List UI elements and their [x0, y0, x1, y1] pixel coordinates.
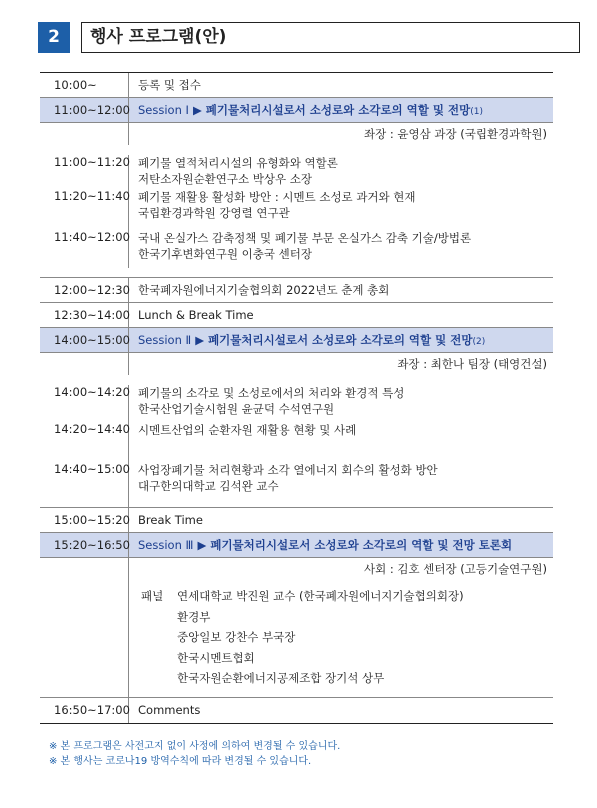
talk-title: 폐기물 재활용 활성화 방안 : 시멘트 소성로 과거와 현재: [138, 190, 416, 204]
session-3-body: [40, 558, 553, 698]
talk-speaker: 한국산업기술시험원 윤균덕 수석연구원: [138, 402, 335, 416]
session-label: Session Ⅰ: [138, 103, 189, 117]
talk-item: [40, 145, 553, 189]
time-cell: 12:00~12:30: [40, 278, 129, 302]
panel-member: 중앙일보 강찬수 부국장: [177, 630, 296, 644]
session-1-header: [40, 98, 553, 123]
talk-time: 14:20~14:40: [40, 422, 129, 462]
talk-title: 폐기물의 소각로 및 소성로에서의 처리와 환경적 특성: [138, 386, 405, 400]
time-cell: 15:20~16:50: [40, 533, 129, 557]
session-topic: ▶ 폐기물처리시설로서 소성로와 소각로의 역할 및 전망: [195, 333, 473, 347]
time-cell: 11:00~12:00: [40, 98, 129, 122]
session-chair: 좌장 : 최한나 팀장 (태영건설): [397, 357, 547, 371]
session-chair: 좌장 : 윤영삼 과장 (국립환경과학원): [364, 127, 547, 141]
time-cell: 10:00~: [40, 73, 129, 97]
row-comments: [40, 698, 553, 723]
panel-label: 패널: [141, 589, 164, 603]
talk-title: 국내 온실가스 감축정책 및 폐기물 부문 온실가스 감축 기술/방법론: [138, 231, 472, 245]
talk-time: 14:40~15:00: [40, 462, 129, 508]
footnote: ※ 본 행사는 코로나19 방역수칙에 따라 변경될 수 있습니다.: [49, 756, 312, 767]
content-cell: Break Time: [138, 513, 203, 527]
talk-item: [40, 375, 553, 422]
session-1-body: [40, 123, 553, 278]
talk-item: [40, 230, 553, 268]
session-moderator: 사회 : 김호 센터장 (고등기술연구원): [364, 562, 547, 576]
footnote: ※ 본 프로그램은 사전고지 없이 사정에 의하여 변경될 수 있습니다.: [49, 741, 341, 752]
content-cell: Lunch & Break Time: [138, 308, 254, 322]
talk-speaker: 한국기후변화연구원 이충국 센터장: [138, 247, 312, 261]
talk-title: 사업장폐기물 처리현황과 소각 열에너지 회수의 활성화 방안: [138, 463, 438, 477]
time-cell: 15:00~15:20: [40, 508, 129, 532]
session-2-body: [40, 353, 553, 508]
panel-member: 환경부: [177, 609, 211, 624]
session-title: [129, 98, 553, 122]
session-label: Session Ⅲ: [138, 538, 194, 552]
row-break: [40, 508, 553, 533]
session-2-header: [40, 328, 553, 353]
panel-list: [129, 580, 553, 689]
time-cell: 12:30~14:00: [40, 303, 129, 327]
talk-item: [40, 422, 553, 462]
session-topic: ▶ 폐기물처리시설로서 소성로와 소각로의 역할 및 전망: [192, 103, 471, 117]
session-title: [129, 328, 553, 352]
talk-speaker: 대구한의대학교 김석완 교수: [138, 479, 279, 493]
time-cell: 14:00~15:00: [40, 328, 129, 352]
section-title: 행사 프로그램(안): [81, 22, 580, 53]
talk-time: 11:00~11:20: [40, 155, 129, 189]
talk-speaker: 저탄소자원순환연구소 박상우 소장: [138, 172, 312, 186]
row-registration: [40, 73, 553, 98]
footnotes: [49, 739, 340, 769]
session-sub: (2): [472, 337, 486, 347]
row-assembly: [40, 278, 553, 303]
session-topic: ▶ 폐기물처리시설로서 소성로와 소각로의 역할 및 전망 토론회: [197, 538, 513, 552]
session-sub: (1): [470, 107, 483, 117]
content-cell: Comments: [138, 703, 201, 717]
session-title: [129, 533, 553, 557]
talk-title: 폐기물 열적처리시설의 유형화와 역할론: [138, 156, 338, 170]
content-cell: 등록 및 접수: [138, 78, 201, 92]
time-cell: 16:50~17:00: [40, 698, 129, 723]
content-cell: 한국폐자원에너지기술협의회 2022년도 춘계 총회: [138, 283, 390, 297]
panel-member: 한국시멘트협회: [177, 650, 255, 665]
session-3-header: [40, 533, 553, 558]
section-number: 2: [38, 22, 70, 53]
talk-item: [40, 462, 553, 508]
talk-item: [40, 189, 553, 230]
row-lunch: [40, 303, 553, 328]
session-label: Session Ⅱ: [138, 333, 192, 347]
talk-time: 11:20~11:40: [40, 189, 129, 230]
talk-title: 시멘트산업의 순환자원 재활용 현황 및 사례: [138, 423, 357, 437]
talk-time: 14:00~14:20: [40, 385, 129, 422]
talk-time: 11:40~12:00: [40, 230, 129, 268]
program-table: [40, 72, 553, 724]
panel-member: 연세대학교 박진원 교수 (한국폐자원에너지기술협의회장): [177, 589, 464, 603]
panel-member: 한국자원순환에너지공제조합 장기석 상무: [177, 671, 385, 685]
talk-speaker: 국립환경과학원 강영렬 연구관: [138, 206, 290, 220]
section-header: [38, 22, 580, 53]
